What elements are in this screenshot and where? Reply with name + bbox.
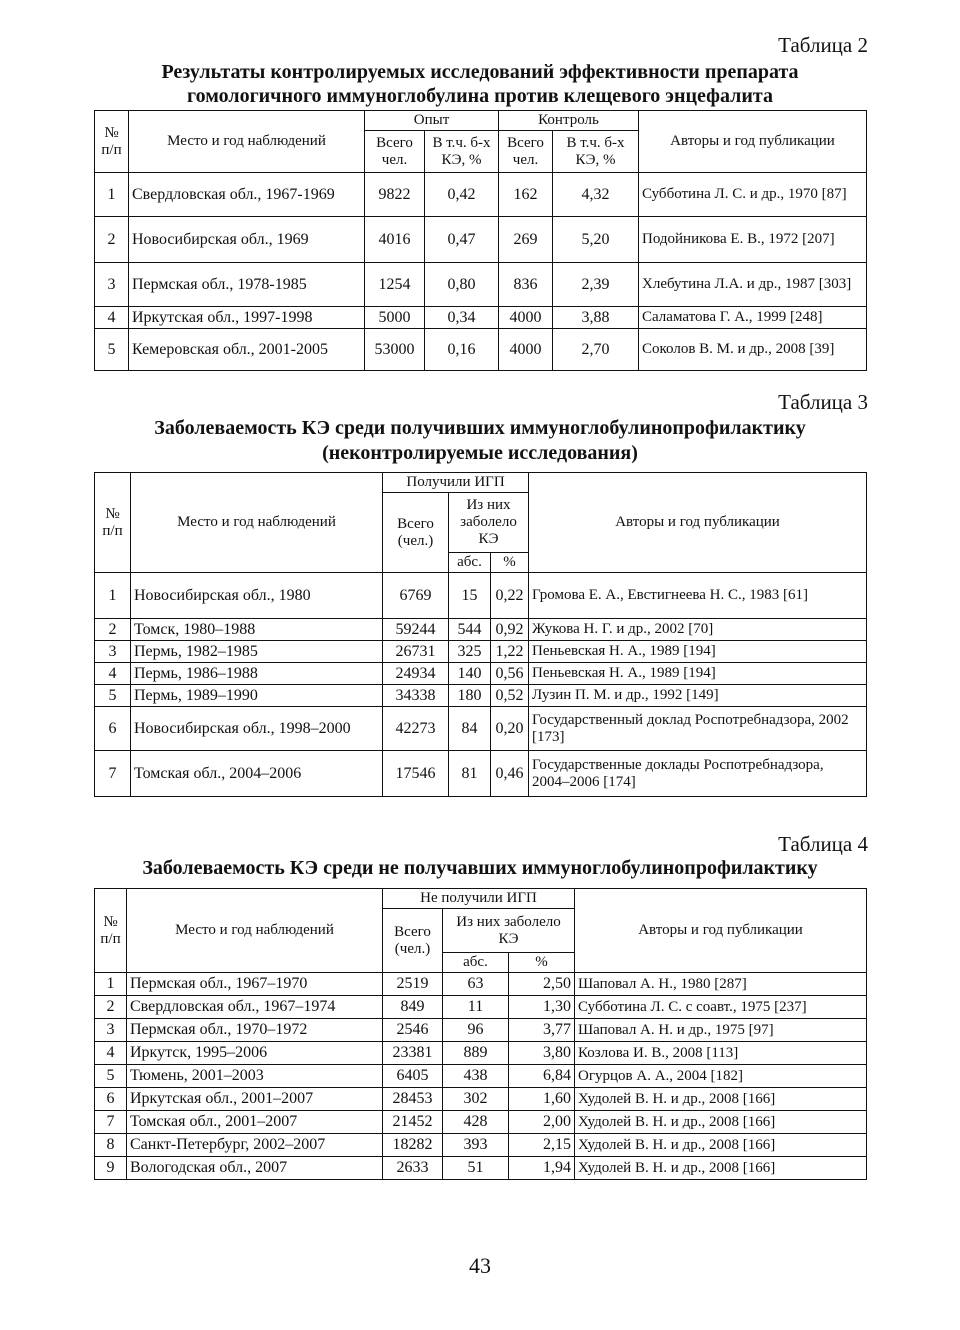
row-num: 2 [95, 217, 129, 263]
header-group: Не получили ИГП [383, 889, 575, 909]
table-row [95, 685, 867, 707]
row-pct: 1,94 [509, 1157, 575, 1180]
row-total: 26731 [383, 641, 449, 663]
row-num: 4 [95, 307, 129, 329]
row-num: 2 [95, 619, 131, 641]
table-row [95, 751, 867, 797]
row-ctrl-total: 4000 [499, 329, 553, 371]
header-num: № п/п [95, 111, 129, 173]
header-exp-total: Всего чел. [365, 131, 425, 173]
row-exp-pct: 0,42 [425, 173, 499, 217]
row-authors: Громова Е. А., Евстигнеева Н. С., 1983 [61] [529, 573, 867, 619]
row-place: Пермская обл., 1967–1970 [127, 973, 383, 996]
row-place: Иркутск, 1995–2006 [127, 1042, 383, 1065]
row-abs: 180 [449, 685, 491, 707]
row-pct: 2,50 [509, 973, 575, 996]
row-num: 1 [95, 573, 131, 619]
header-ctrl-total: Всего чел. [499, 131, 553, 173]
row-pct: 2,15 [509, 1134, 575, 1157]
table2 [94, 110, 867, 371]
row-authors: Субботина Л. С. и др., 1970 [87] [639, 173, 867, 217]
row-total: 17546 [383, 751, 449, 797]
table-row [95, 1111, 867, 1134]
table-row [95, 329, 867, 371]
row-authors: Шаповал А. Н., 1980 [287] [575, 973, 867, 996]
row-num: 1 [95, 973, 127, 996]
table-row [95, 217, 867, 263]
row-pct: 0,92 [491, 619, 529, 641]
row-total: 21452 [383, 1111, 443, 1134]
row-place: Санкт-Петербург, 2002–2007 [127, 1134, 383, 1157]
row-authors: Хлебутина Л.А. и др., 1987 [303] [639, 263, 867, 307]
row-total: 2519 [383, 973, 443, 996]
header-group-exp: Опыт [365, 111, 499, 131]
row-total: 6405 [383, 1065, 443, 1088]
row-authors: Саламатова Г. А., 1999 [248] [639, 307, 867, 329]
table-row [95, 1042, 867, 1065]
row-authors: Соколов В. М. и др., 2008 [39] [639, 329, 867, 371]
table-row [95, 1088, 867, 1111]
table2-label: Таблица 2 [778, 33, 868, 57]
row-total: 42273 [383, 707, 449, 751]
row-pct: 3,80 [509, 1042, 575, 1065]
header-total: Всего (чел.) [383, 909, 443, 973]
row-num: 3 [95, 1019, 127, 1042]
row-abs: 63 [443, 973, 509, 996]
header-authors: Авторы и год публикации [639, 111, 867, 173]
table-row [95, 641, 867, 663]
row-place: Томская обл., 2001–2007 [127, 1111, 383, 1134]
row-authors: Худолей В. Н. и др., 2008 [166] [575, 1157, 867, 1180]
row-total: 2633 [383, 1157, 443, 1180]
row-authors: Козлова И. В., 2008 [113] [575, 1042, 867, 1065]
row-num: 5 [95, 1065, 127, 1088]
row-place: Иркутская обл., 1997-1998 [129, 307, 365, 329]
row-exp-pct: 0,16 [425, 329, 499, 371]
row-place: Пермь, 1986–1988 [131, 663, 383, 685]
row-total: 34338 [383, 685, 449, 707]
table3-caption-line2: (неконтролируемые исследования) [322, 442, 638, 464]
row-abs: 81 [449, 751, 491, 797]
header-place: Место и год наблюдений [127, 889, 383, 973]
header-place: Место и год наблюдений [131, 473, 383, 573]
row-total: 6769 [383, 573, 449, 619]
row-authors: Худолей В. Н. и др., 2008 [166] [575, 1088, 867, 1111]
table-row [95, 1065, 867, 1088]
row-abs: 51 [443, 1157, 509, 1180]
header-group: Получили ИГП [383, 473, 529, 493]
header-sick: Из них заболело КЭ [443, 909, 575, 953]
header-abs: абс. [443, 953, 509, 973]
row-num: 4 [95, 663, 131, 685]
row-num: 1 [95, 173, 129, 217]
table3-label: Таблица 3 [778, 390, 868, 414]
row-pct: 0,56 [491, 663, 529, 685]
row-authors: Субботина Л. С. с соавт., 1975 [237] [575, 996, 867, 1019]
row-place: Свердловская обл., 1967–1974 [127, 996, 383, 1019]
header-pct: % [491, 553, 529, 573]
row-num: 6 [95, 1088, 127, 1111]
row-pct: 0,46 [491, 751, 529, 797]
row-num: 9 [95, 1157, 127, 1180]
row-ctrl-pct: 2,70 [553, 329, 639, 371]
table-row [95, 996, 867, 1019]
row-place: Тюмень, 2001–2003 [127, 1065, 383, 1088]
table2-caption-line2: гомологичного иммуноглобулина против клещевого энцефалита [187, 85, 773, 107]
row-authors: Лузин П. М. и др., 1992 [149] [529, 685, 867, 707]
page-number: 43 [469, 1253, 491, 1278]
row-ctrl-pct: 2,39 [553, 263, 639, 307]
row-authors: Огурцов А. А., 2004 [182] [575, 1065, 867, 1088]
row-place: Свердловская обл., 1967-1969 [129, 173, 365, 217]
row-num: 7 [95, 1111, 127, 1134]
row-authors: Государственные доклады Роспотребнадзора, 2004–2006 [174] [529, 751, 867, 797]
header-group-ctrl: Контроль [499, 111, 639, 131]
row-ctrl-pct: 3,88 [553, 307, 639, 329]
table-row [95, 173, 867, 217]
row-abs: 428 [443, 1111, 509, 1134]
header-total: Всего (чел.) [383, 493, 449, 573]
header-sick: Из них заболело КЭ [449, 493, 529, 553]
row-authors: Жукова Н. Г. и др., 2002 [70] [529, 619, 867, 641]
row-abs: 544 [449, 619, 491, 641]
row-exp-total: 9822 [365, 173, 425, 217]
row-pct: 0,20 [491, 707, 529, 751]
table-row [95, 707, 867, 751]
row-place: Пермь, 1989–1990 [131, 685, 383, 707]
row-abs: 140 [449, 663, 491, 685]
row-ctrl-total: 4000 [499, 307, 553, 329]
row-place: Новосибирская обл., 1980 [131, 573, 383, 619]
header-ctrl-ke: В т.ч. б-х КЭ, % [553, 131, 639, 173]
row-place: Кемеровская обл., 2001-2005 [129, 329, 365, 371]
row-place: Новосибирская обл., 1969 [129, 217, 365, 263]
row-place: Пермская обл., 1978-1985 [129, 263, 365, 307]
row-place: Томская обл., 2004–2006 [131, 751, 383, 797]
row-total: 849 [383, 996, 443, 1019]
row-authors: Государственный доклад Роспотребнадзора, 2002 [173] [529, 707, 867, 751]
row-num: 7 [95, 751, 131, 797]
header-exp-ke: В т.ч. б-х КЭ, % [425, 131, 499, 173]
row-total: 59244 [383, 619, 449, 641]
row-pct: 1,30 [509, 996, 575, 1019]
row-pct: 1,60 [509, 1088, 575, 1111]
row-total: 2546 [383, 1019, 443, 1042]
row-authors: Худолей В. Н. и др., 2008 [166] [575, 1134, 867, 1157]
row-pct: 0,22 [491, 573, 529, 619]
header-num: № п/п [95, 473, 131, 573]
row-ctrl-pct: 4,32 [553, 173, 639, 217]
row-place: Иркутская обл., 2001–2007 [127, 1088, 383, 1111]
row-num: 5 [95, 329, 129, 371]
header-authors: Авторы и год публикации [529, 473, 867, 573]
row-abs: 438 [443, 1065, 509, 1088]
row-authors: Подойникова Е. В., 1972 [207] [639, 217, 867, 263]
row-exp-total: 1254 [365, 263, 425, 307]
row-exp-pct: 0,80 [425, 263, 499, 307]
table-row [95, 1134, 867, 1157]
header-pct: % [509, 953, 575, 973]
row-pct: 0,52 [491, 685, 529, 707]
row-num: 6 [95, 707, 131, 751]
table-row [95, 973, 867, 996]
table-row [95, 307, 867, 329]
table-row [95, 573, 867, 619]
row-num: 3 [95, 641, 131, 663]
row-pct: 1,22 [491, 641, 529, 663]
header-abs: абс. [449, 553, 491, 573]
row-ctrl-total: 162 [499, 173, 553, 217]
table4 [94, 888, 867, 1180]
row-place: Вологодская обл., 2007 [127, 1157, 383, 1180]
row-place: Пермь, 1982–1985 [131, 641, 383, 663]
row-ctrl-total: 836 [499, 263, 553, 307]
row-abs: 889 [443, 1042, 509, 1065]
row-pct: 3,77 [509, 1019, 575, 1042]
table-row [95, 263, 867, 307]
header-authors: Авторы и год публикации [575, 889, 867, 973]
row-place: Новосибирская обл., 1998–2000 [131, 707, 383, 751]
row-authors: Пеньевская Н. А., 1989 [194] [529, 641, 867, 663]
row-ctrl-pct: 5,20 [553, 217, 639, 263]
row-ctrl-total: 269 [499, 217, 553, 263]
row-authors: Худолей В. Н. и др., 2008 [166] [575, 1111, 867, 1134]
row-num: 8 [95, 1134, 127, 1157]
row-abs: 302 [443, 1088, 509, 1111]
row-total: 18282 [383, 1134, 443, 1157]
row-total: 23381 [383, 1042, 443, 1065]
header-place: Место и год наблюдений [129, 111, 365, 173]
row-total: 28453 [383, 1088, 443, 1111]
table-row [95, 1019, 867, 1042]
row-place: Томск, 1980–1988 [131, 619, 383, 641]
row-pct: 2,00 [509, 1111, 575, 1134]
row-abs: 393 [443, 1134, 509, 1157]
table-row [95, 619, 867, 641]
row-num: 4 [95, 1042, 127, 1065]
row-abs: 15 [449, 573, 491, 619]
row-exp-pct: 0,47 [425, 217, 499, 263]
row-place: Пермская обл., 1970–1972 [127, 1019, 383, 1042]
table4-caption-line1: Заболеваемость КЭ среди не получавших иммуноглобулинопрофилактику [142, 857, 818, 879]
table3 [94, 472, 867, 797]
table4-label: Таблица 4 [778, 832, 868, 856]
header-num: № п/п [95, 889, 127, 973]
row-num: 3 [95, 263, 129, 307]
row-pct: 6,84 [509, 1065, 575, 1088]
row-authors: Шаповал А. Н. и др., 1975 [97] [575, 1019, 867, 1042]
row-abs: 96 [443, 1019, 509, 1042]
table2-caption-line1: Результаты контролируемых исследований эффективности препарата [161, 61, 799, 83]
row-num: 2 [95, 996, 127, 1019]
table-row [95, 1157, 867, 1180]
row-total: 24934 [383, 663, 449, 685]
row-exp-total: 4016 [365, 217, 425, 263]
table-row [95, 663, 867, 685]
row-exp-total: 5000 [365, 307, 425, 329]
row-authors: Пеньевская Н. А., 1989 [194] [529, 663, 867, 685]
row-exp-pct: 0,34 [425, 307, 499, 329]
row-abs: 325 [449, 641, 491, 663]
row-num: 5 [95, 685, 131, 707]
row-exp-total: 53000 [365, 329, 425, 371]
row-abs: 84 [449, 707, 491, 751]
table3-caption-line1: Заболеваемость КЭ среди получивших иммуноглобулинопрофилактику [154, 417, 806, 439]
row-abs: 11 [443, 996, 509, 1019]
